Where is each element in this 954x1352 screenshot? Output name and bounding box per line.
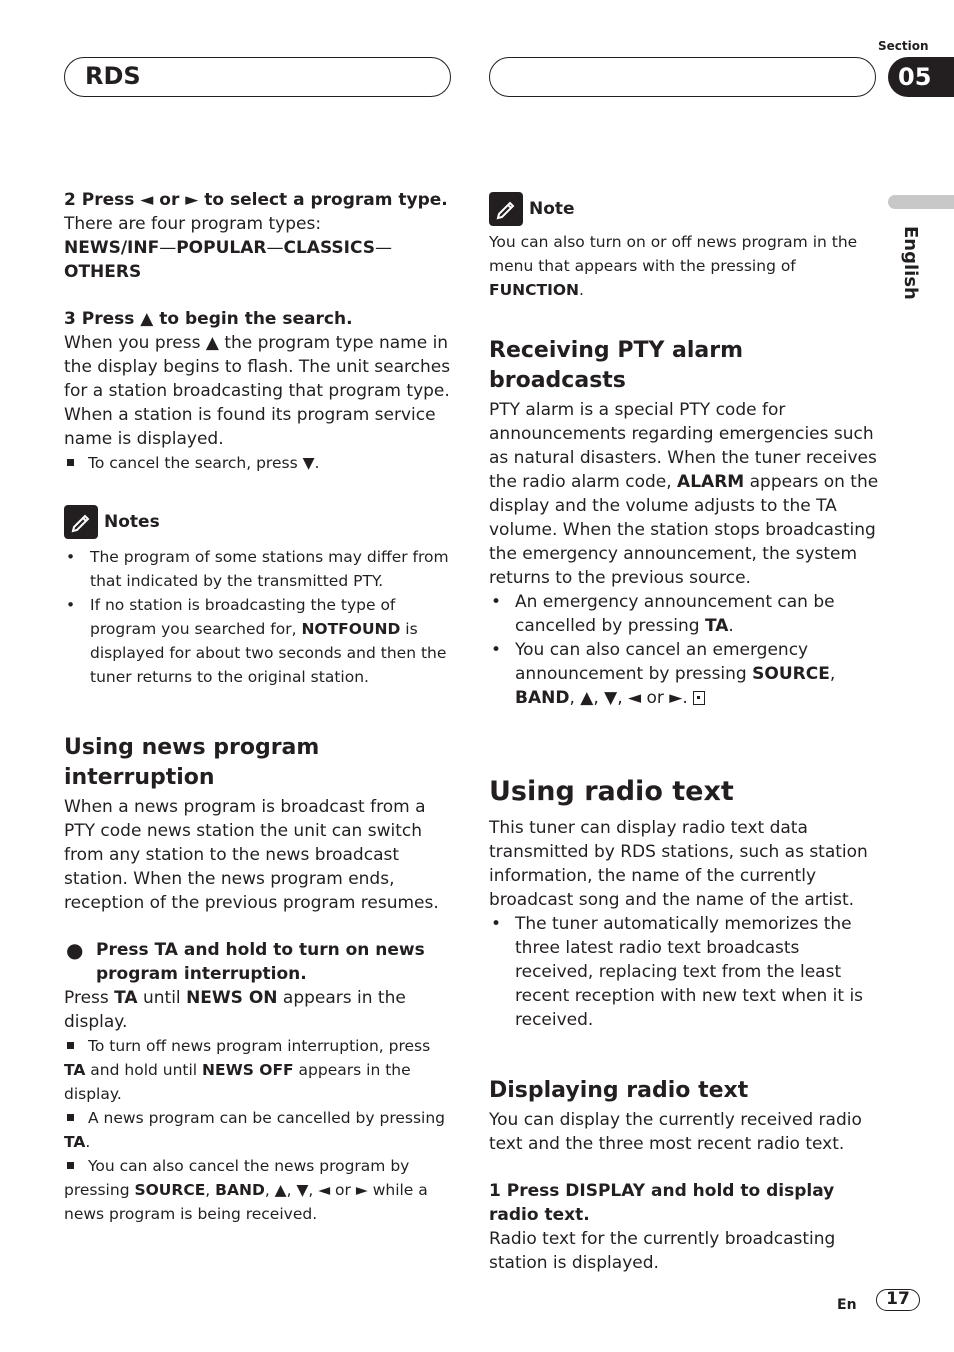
note-text: The program of some stations may differ from that indicated by the transmitted PTY. [90,548,449,590]
section-label: Section [878,39,929,53]
news-bullet-3 [64,1154,456,1226]
notfound-label: NOTFOUND [301,620,401,638]
step-2-intro: There are four program types: [64,214,322,234]
function-label: FUNCTION [489,281,580,299]
left-column [64,188,456,1226]
type-others: OTHERS [64,262,142,282]
pty-body [489,398,881,590]
step-3-bullet [64,451,456,475]
news-step: ● Press TA and hold to turn on news program interruption. [66,938,425,984]
note-body [489,230,881,302]
t: . [728,616,734,636]
t: , ▲, ▼, ◄ or ► while a news program is being received. [64,1181,428,1223]
display-step: 1 Press DISPLAY and hold to display radio text. [489,1181,835,1225]
sep: — [266,238,284,258]
t: To turn off news program interruption, press [88,1037,431,1055]
source-label: SOURCE [134,1181,206,1199]
square-bullet-icon [67,459,74,466]
t: Press [64,988,115,1008]
note-title: Note [529,199,575,219]
radio-text-bullet: • The tuner automatically memorizes the three latest radio text broadcasts received, replacing text from the least recent reception with new text when it is received. [491,914,864,1030]
t: appears in the display. [64,1061,411,1103]
step-3-body: When you press ▲ the program type name in the display begins to flash. The unit searches for a station broadcasting that program type. When a station is found its program service name is displayed. [64,333,451,449]
t: You can also turn on or off news program in the menu that appears with the pressing of [489,233,858,275]
header-left-pill [64,57,451,97]
type-classics: CLASSICS [283,238,376,258]
type-popular: POPULAR [176,238,267,258]
ta-label: TA [64,1133,86,1151]
note-header [489,192,881,226]
news-body: When a news program is broadcast from a PTY code news station the unit can switch from any station to the news broadcast station. When the news program ends, reception of the previous program resumes. [64,797,439,913]
display-step-body: Radio text for the currently broadcasting station is displayed. [489,1229,836,1273]
source-label: SOURCE [752,664,830,684]
radio-text-heading: Using radio text [489,776,734,807]
pty-heading: Receiving PTY alarm broadcasts [489,338,744,393]
t: appears in the display. [64,988,406,1032]
band-label: BAND [215,1181,265,1199]
ta-label: TA [64,1061,86,1079]
ta-label: TA [114,988,138,1008]
pencil-icon [489,192,523,226]
t: . [85,1133,91,1151]
notes-title: Notes [104,512,160,532]
t: appears on the display and the volume adjusts to the TA volume. When the station stops broadcasting the emergency announcement, the system returns to the previous source. [489,472,879,588]
t: An emergency announcement can be cancelled by pressing [515,592,835,636]
pty-bullet-2: • You can also cancel an emergency announcement by pressing SOURCE, BAND, ▲, ▼, ◄ or ►. [491,640,836,708]
news-bullet-1 [64,1034,456,1106]
t: PTY alarm is a special PTY code for announcements regarding emergencies such as natural disasters. When the tuner receives the radio alarm code, [489,400,877,492]
step-text: Press TA and hold to turn on news program interruption. [96,940,425,984]
note-text: If no station is broadcasting the type of program you searched for, [90,596,396,638]
news-bullet-2 [64,1106,456,1154]
alarm-label: ALARM [677,472,745,492]
square-bullet-icon [67,1162,74,1169]
end-mark-icon [693,691,705,705]
news-heading: Using news program interruption [64,735,320,790]
note-text: is displayed for about two seconds and then the tuner returns to the original station. [90,620,447,686]
t: A news program can be cancelled by pressing [88,1109,446,1127]
t: , ▲, ▼, ◄ or ►. [569,688,688,708]
notes-item-1: • The program of some stations may differ from that indicated by the transmitted PTY. [66,548,449,590]
t: . [579,281,584,299]
footer-language: En [837,1297,857,1313]
pty-bullet-1: • An emergency announcement can be cancelled by pressing TA. [491,592,835,636]
header-right-pill [489,57,876,97]
t: The tuner automatically memorizes the three latest radio text broadcasts received, replacing text from the least recent reception with new text when it is received. [515,914,864,1030]
t: until [137,988,187,1008]
right-column [489,192,881,1275]
step-3-title: 3 Press ▲ to begin the search. [64,309,353,329]
radio-text-body: This tuner can display radio text data transmitted by RDS stations, such as station information, the name of the currently broadcast song and the name of the artist. [489,818,868,910]
t: and hold until [85,1061,203,1079]
section-number: 05 [888,57,954,97]
notes-header [64,505,456,539]
language-label: English [900,226,921,300]
t: You can also cancel an emergency announcement by pressing [515,640,809,684]
bullet-text: To cancel the search, press ▼. [88,454,320,472]
language-tab [888,195,954,209]
sep: — [159,238,177,258]
news-press [64,986,456,1034]
band-label: BAND [515,688,570,708]
step-2-title: 2 Press ◄ or ► to select a program type. [64,190,448,210]
display-body: You can display the currently received radio text and the three most recent radio text. [489,1110,862,1154]
ta-label: TA [704,616,729,636]
square-bullet-icon [67,1042,74,1049]
news-on-label: NEWS ON [186,988,278,1008]
t: You can also cancel the news program by pressing [64,1157,410,1199]
page-title: RDS [85,62,141,90]
notes-item-2: • If no station is broadcasting the type of program you searched for, NOTFOUND is displayed for about two seconds and then the tuner returns to the original station. [66,596,447,686]
t: , [205,1181,216,1199]
sep: — [375,238,393,258]
page-number: 17 [876,1289,920,1311]
pencil-icon [64,505,98,539]
type-news: NEWS/INF [64,238,160,258]
display-heading: Displaying radio text [489,1078,749,1103]
program-types [64,236,456,284]
square-bullet-icon [67,1114,74,1121]
news-off-label: NEWS OFF [202,1061,294,1079]
t: , [829,664,836,684]
